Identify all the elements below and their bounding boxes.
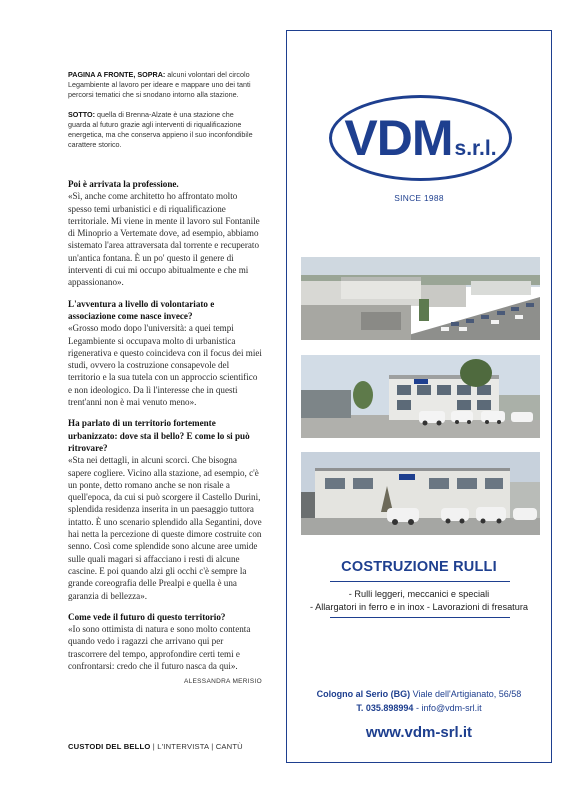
- footer-section: CUSTODI DEL BELLO: [68, 742, 151, 751]
- photo-captions: [68, 70, 258, 159]
- answer: «Grosso modo dopo l'università: a quei tempi Legambiente si occupava molto di urbanistica rigenerativa e questo coincideva con il focus dei miei studi, ovvero la costruzione consapevole del territorio e la sua tutela con un approccio scientifico e non ideologico. Da lì l'interesse che in questi trent'anni non è mai venuto meno».: [68, 323, 262, 408]
- divider-bottom: [330, 617, 510, 618]
- caption-bottom: [68, 110, 258, 151]
- email-address: - info@vdm-srl.it: [413, 703, 482, 713]
- phone-number: T. 035.898994: [356, 703, 414, 713]
- factory-office-photo: [301, 355, 540, 438]
- vdm-advertisement: [286, 30, 552, 763]
- vdm-logo: [329, 95, 512, 181]
- address-line: [287, 687, 551, 701]
- services-list: [287, 588, 551, 614]
- answer: «Sta nei dettagli, in alcuni scorci. Che bisogna sapere cogliere. Vicino alla stazione, ad esempio, c'è un ponte, detto romano anche se non risale a quell'epoca, da cui si può scorgere il Castello Durini, splendida residenza inserita in un paesaggio tuttora intatto. È uno scenario splendido alla Segantini, dove hai netta la percezione di queste dimore costruite con senno. Così come splendide sono alcune aree umide sulle quali magari si affacciano i resti di alcune cascine. E poi quando alzi gli occhi c'è sempre la grande coreografia delle Prealpi e quella è una garanzia di bellezza».: [68, 455, 262, 601]
- address-city: Cologno al Serio (BG): [316, 689, 411, 699]
- question: L'avventura a livello di volontariato e associazione come nasce invece?: [68, 298, 215, 321]
- page-footer: [68, 742, 243, 751]
- answer: «Io sono ottimista di natura e sono molto contenta quando vedo i ragazzi che arrivano qui per trascorrere del tempo, approfondire certi temi e confrontarsi: credo che il futuro nasca da qui».: [68, 624, 251, 671]
- logo-main-text: VDM: [344, 110, 453, 166]
- footer-rest: | L'INTERVISTA | CANTÙ: [150, 742, 243, 751]
- question: Poi è arrivata la professione.: [68, 179, 179, 189]
- logo-suffix: s.r.l.: [454, 137, 497, 160]
- website-url: www.vdm-srl.it: [365, 724, 473, 741]
- question: Come vede il futuro di questo territorio?: [68, 611, 226, 622]
- logo-wordmark: [332, 109, 509, 167]
- question: Ha parlato di un territorio fortemente urbanizzato: dove sta il bello? E come lo si può ritrovare?: [68, 418, 250, 453]
- interview-article: [68, 178, 262, 689]
- caption-top: [68, 70, 258, 101]
- author-signature: ALESSANDRA MERISIO: [183, 678, 262, 686]
- service-item: - Rulli leggeri, meccanici e speciali: [348, 589, 490, 599]
- factory-front-photo: [301, 452, 540, 535]
- factory-aerial-photo: [301, 257, 540, 340]
- caption-bottom-text: quella di Brenna-Alzate è una stazione che guarda al futuro grazie agli interventi di riqualificazione energetica, ma che conserva appieno il suo inconfondibile carattere storico.: [68, 109, 253, 150]
- caption-top-label: PAGINA A FRONTE, SOPRA:: [68, 70, 166, 79]
- answer: «Sì, anche come architetto ho affrontato molto spesso temi urbanistici e di riqualificazione territoriale. Mi viene in mente il lavoro sul Fontanile di Minoprio a Vertemate dove, ad esempio, abbiamo sistemato l'area attraversata dal torrente e recuperato un'antica fontana. È un po' questo il genere di interventi di cui mi occupo abitualmente e che mi appassionano».: [68, 191, 260, 288]
- service-item: - Allargatori in ferro e in inox - Lavorazioni di fresatura: [309, 602, 529, 612]
- divider-top: [330, 581, 510, 582]
- contact-info: [287, 687, 551, 715]
- phone-email-line: [287, 701, 551, 715]
- section-title: COSTRUZIONE RULLI: [341, 559, 497, 575]
- address-street: Viale dell'Artigianato, 56/58: [410, 689, 522, 699]
- caption-top-text: alcuni volontari del circolo Legambiente al lavoro per ideare e mappare uno dei tanti percorsi tematici che si snodano intorno alla stazione.: [68, 70, 251, 100]
- caption-bottom-label: SOTTO:: [68, 109, 96, 119]
- since-year: SINCE 1988: [394, 193, 444, 203]
